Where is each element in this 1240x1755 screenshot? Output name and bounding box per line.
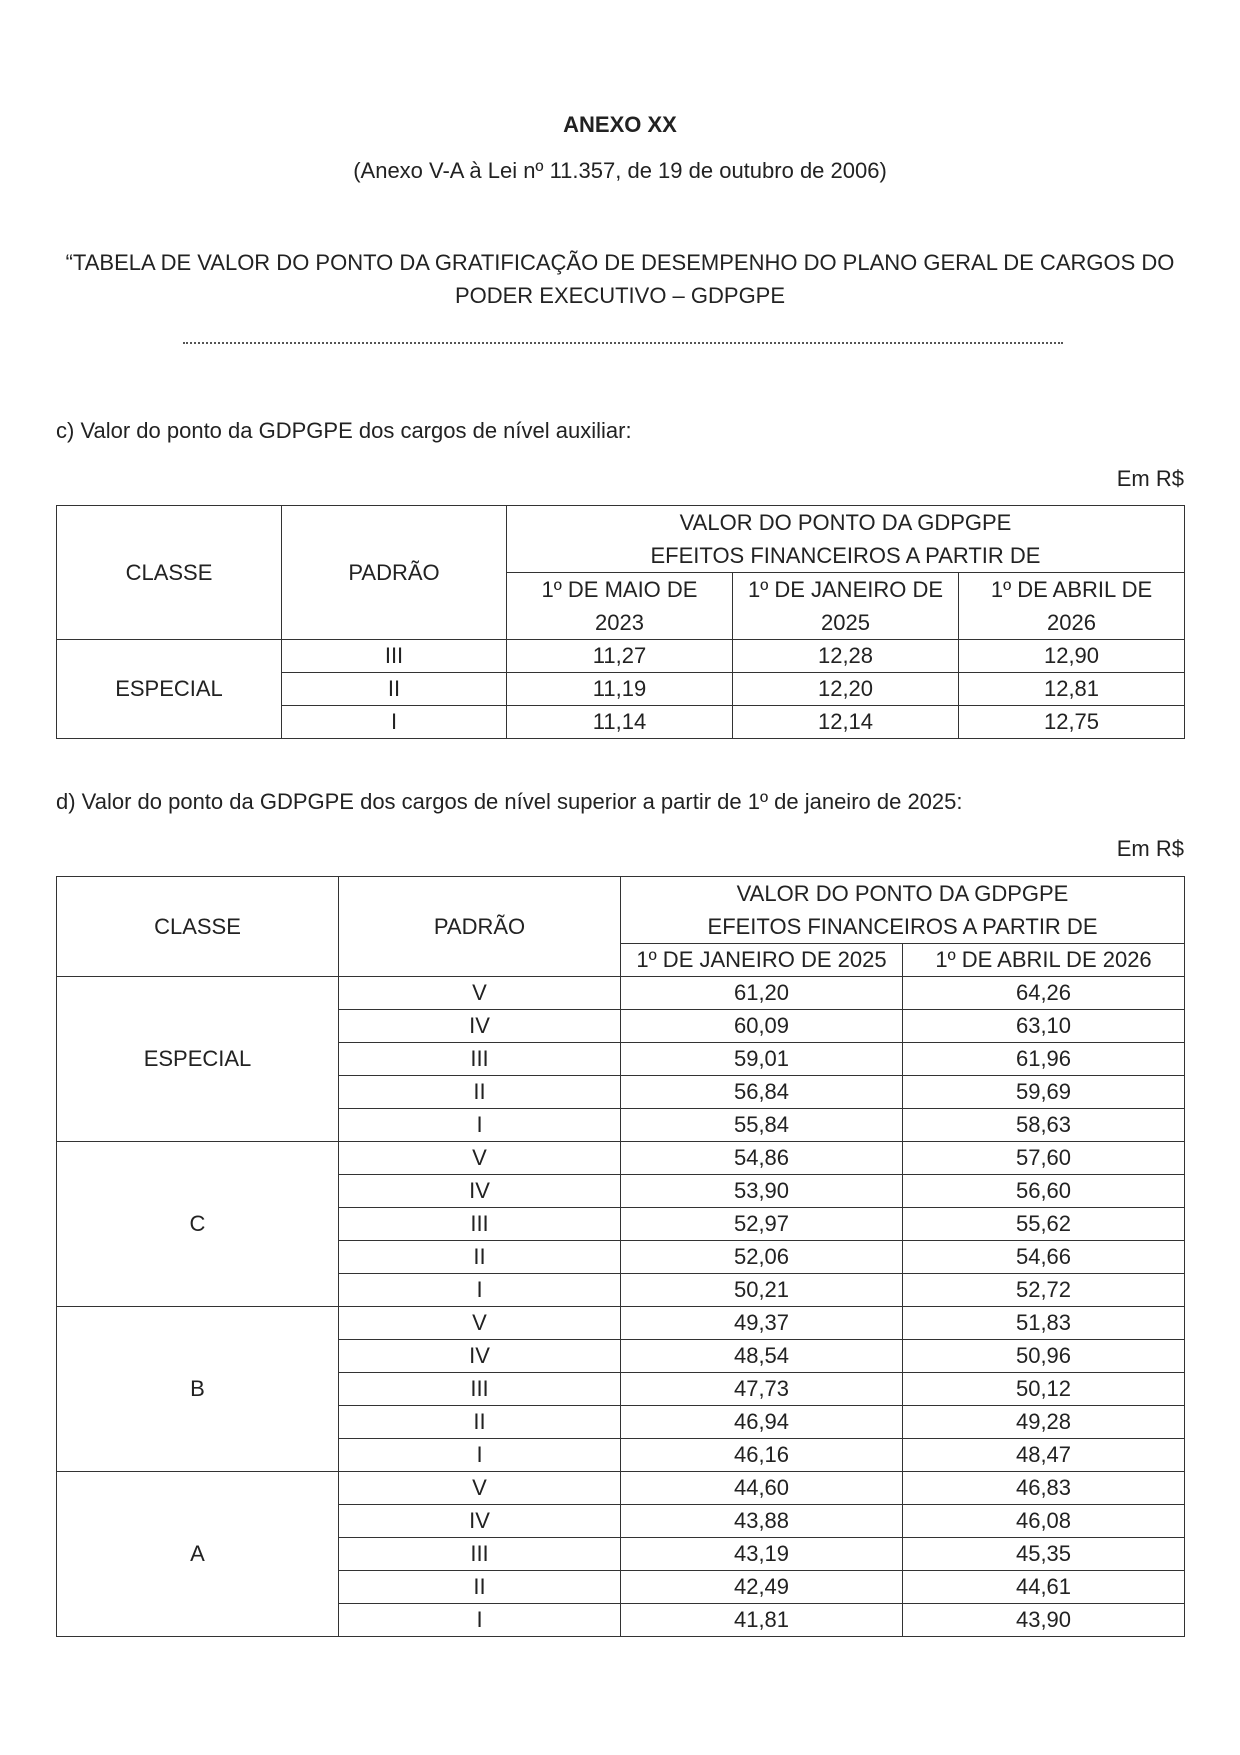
header-padrao: PADRÃO — [339, 877, 621, 977]
padrao-cell: III — [339, 1373, 621, 1406]
padrao-cell: V — [339, 1472, 621, 1505]
value-cell: 64,26 — [903, 977, 1185, 1010]
padrao-cell: V — [339, 977, 621, 1010]
value-cell: 45,35 — [903, 1538, 1185, 1571]
classe-cell: C — [57, 1142, 339, 1307]
value-cell: 61,20 — [621, 977, 903, 1010]
padrao-cell: III — [339, 1208, 621, 1241]
padrao-cell: I — [282, 706, 507, 739]
padrao-cell: IV — [339, 1505, 621, 1538]
value-cell: 48,54 — [621, 1340, 903, 1373]
header-date — [507, 573, 733, 640]
value-cell: 12,81 — [959, 673, 1185, 706]
value-cell: 54,66 — [903, 1241, 1185, 1274]
table-row — [57, 1307, 1185, 1340]
table-nivel-superior — [56, 876, 1185, 1637]
value-cell: 12,28 — [733, 640, 959, 673]
table-row — [57, 977, 1185, 1010]
value-cell: 11,19 — [507, 673, 733, 706]
value-cell: 49,37 — [621, 1307, 903, 1340]
value-cell: 52,97 — [621, 1208, 903, 1241]
value-cell: 44,61 — [903, 1571, 1185, 1604]
section-c-label: c) Valor do ponto da GDPGPE dos cargos de nível auxiliar: — [56, 418, 632, 443]
padrao-cell: III — [339, 1538, 621, 1571]
header-date-line1: 1º DE JANEIRO DE — [747, 577, 944, 602]
table-row — [57, 1472, 1185, 1505]
value-cell: 47,73 — [621, 1373, 903, 1406]
value-cell: 43,90 — [903, 1604, 1185, 1637]
annex-subtitle: (Anexo V-A à Lei nº 11.357, de 19 de outubro de 2006) — [353, 158, 887, 183]
value-cell: 46,83 — [903, 1472, 1185, 1505]
header-date-line1: 1º DE MAIO DE — [541, 577, 698, 602]
value-cell: 50,96 — [903, 1340, 1185, 1373]
value-cell: 46,94 — [621, 1406, 903, 1439]
section-d-unit: Em R$ — [1116, 836, 1184, 861]
value-cell: 52,06 — [621, 1241, 903, 1274]
annex-title: ANEXO XX — [563, 112, 677, 137]
value-cell: 54,86 — [621, 1142, 903, 1175]
header-valor-line2: EFEITOS FINANCEIROS A PARTIR DE — [650, 543, 1041, 568]
padrao-cell: II — [339, 1406, 621, 1439]
value-cell: 12,14 — [733, 706, 959, 739]
value-cell: 11,14 — [507, 706, 733, 739]
value-cell: 61,96 — [903, 1043, 1185, 1076]
padrao-cell: IV — [339, 1175, 621, 1208]
value-cell: 56,60 — [903, 1175, 1185, 1208]
table-nivel-auxiliar — [56, 505, 1185, 739]
header-classe: CLASSE — [57, 877, 339, 977]
value-cell: 57,60 — [903, 1142, 1185, 1175]
section-d-label: d) Valor do ponto da GDPGPE dos cargos de nível superior a partir de 1º de janeiro de 2025: — [56, 789, 963, 814]
padrao-cell: III — [339, 1043, 621, 1076]
classe-cell: ESPECIAL — [57, 640, 282, 739]
value-cell: 50,12 — [903, 1373, 1185, 1406]
header-valor-group — [621, 877, 1185, 944]
value-cell: 50,21 — [621, 1274, 903, 1307]
padrao-cell: IV — [339, 1010, 621, 1043]
value-cell: 49,28 — [903, 1406, 1185, 1439]
header-valor-group — [507, 506, 1185, 573]
header-date-line2: 2026 — [1047, 610, 1096, 635]
classe-cell: A — [57, 1472, 339, 1637]
padrao-cell: II — [339, 1241, 621, 1274]
padrao-cell: I — [339, 1439, 621, 1472]
header-date — [733, 573, 959, 640]
value-cell: 56,84 — [621, 1076, 903, 1109]
table-row — [57, 1142, 1185, 1175]
header-date-line2: 2025 — [821, 610, 870, 635]
padrao-cell: I — [339, 1604, 621, 1637]
header-date: 1º DE ABRIL DE 2026 — [903, 944, 1185, 977]
classe-cell: ESPECIAL — [57, 977, 339, 1142]
table-row — [57, 640, 1185, 673]
value-cell: 51,83 — [903, 1307, 1185, 1340]
padrao-cell: I — [339, 1109, 621, 1142]
header-date-line1: 1º DE ABRIL DE — [990, 577, 1153, 602]
value-cell: 43,19 — [621, 1538, 903, 1571]
padrao-cell: II — [339, 1571, 621, 1604]
header-padrao: PADRÃO — [282, 506, 507, 640]
value-cell: 58,63 — [903, 1109, 1185, 1142]
padrao-cell: V — [339, 1142, 621, 1175]
value-cell: 12,90 — [959, 640, 1185, 673]
value-cell: 52,72 — [903, 1274, 1185, 1307]
value-cell: 46,16 — [621, 1439, 903, 1472]
section-c-unit: Em R$ — [1116, 466, 1184, 491]
value-cell: 55,62 — [903, 1208, 1185, 1241]
value-cell: 60,09 — [621, 1010, 903, 1043]
value-cell: 63,10 — [903, 1010, 1185, 1043]
header-date-line2: 2023 — [595, 610, 644, 635]
value-cell: 11,27 — [507, 640, 733, 673]
value-cell: 44,60 — [621, 1472, 903, 1505]
padrao-cell: I — [339, 1274, 621, 1307]
header-date: 1º DE JANEIRO DE 2025 — [621, 944, 903, 977]
value-cell: 41,81 — [621, 1604, 903, 1637]
value-cell: 12,75 — [959, 706, 1185, 739]
value-cell: 43,88 — [621, 1505, 903, 1538]
padrao-cell: IV — [339, 1340, 621, 1373]
padrao-cell: II — [339, 1076, 621, 1109]
table-heading-line1: “TABELA DE VALOR DO PONTO DA GRATIFICAÇÃO DE DESEMPENHO DO PLANO GERAL DE CARGOS DO — [65, 250, 1175, 275]
header-valor-line1: VALOR DO PONTO DA GDPGPE — [679, 510, 1012, 535]
value-cell: 59,01 — [621, 1043, 903, 1076]
value-cell: 53,90 — [621, 1175, 903, 1208]
padrao-cell: V — [339, 1307, 621, 1340]
value-cell: 12,20 — [733, 673, 959, 706]
classe-cell: B — [57, 1307, 339, 1472]
value-cell: 46,08 — [903, 1505, 1185, 1538]
value-cell: 42,49 — [621, 1571, 903, 1604]
table-heading-line2: PODER EXECUTIVO – GDPGPE — [454, 283, 786, 308]
header-valor-line1: VALOR DO PONTO DA GDPGPE — [736, 881, 1069, 906]
header-classe: CLASSE — [57, 506, 282, 640]
value-cell: 59,69 — [903, 1076, 1185, 1109]
value-cell: 55,84 — [621, 1109, 903, 1142]
padrao-cell: II — [282, 673, 507, 706]
padrao-cell: III — [282, 640, 507, 673]
dotted-separator — [183, 342, 1063, 344]
table-heading — [60, 246, 1180, 312]
header-date — [959, 573, 1185, 640]
value-cell: 48,47 — [903, 1439, 1185, 1472]
header-valor-line2: EFEITOS FINANCEIROS A PARTIR DE — [707, 914, 1098, 939]
